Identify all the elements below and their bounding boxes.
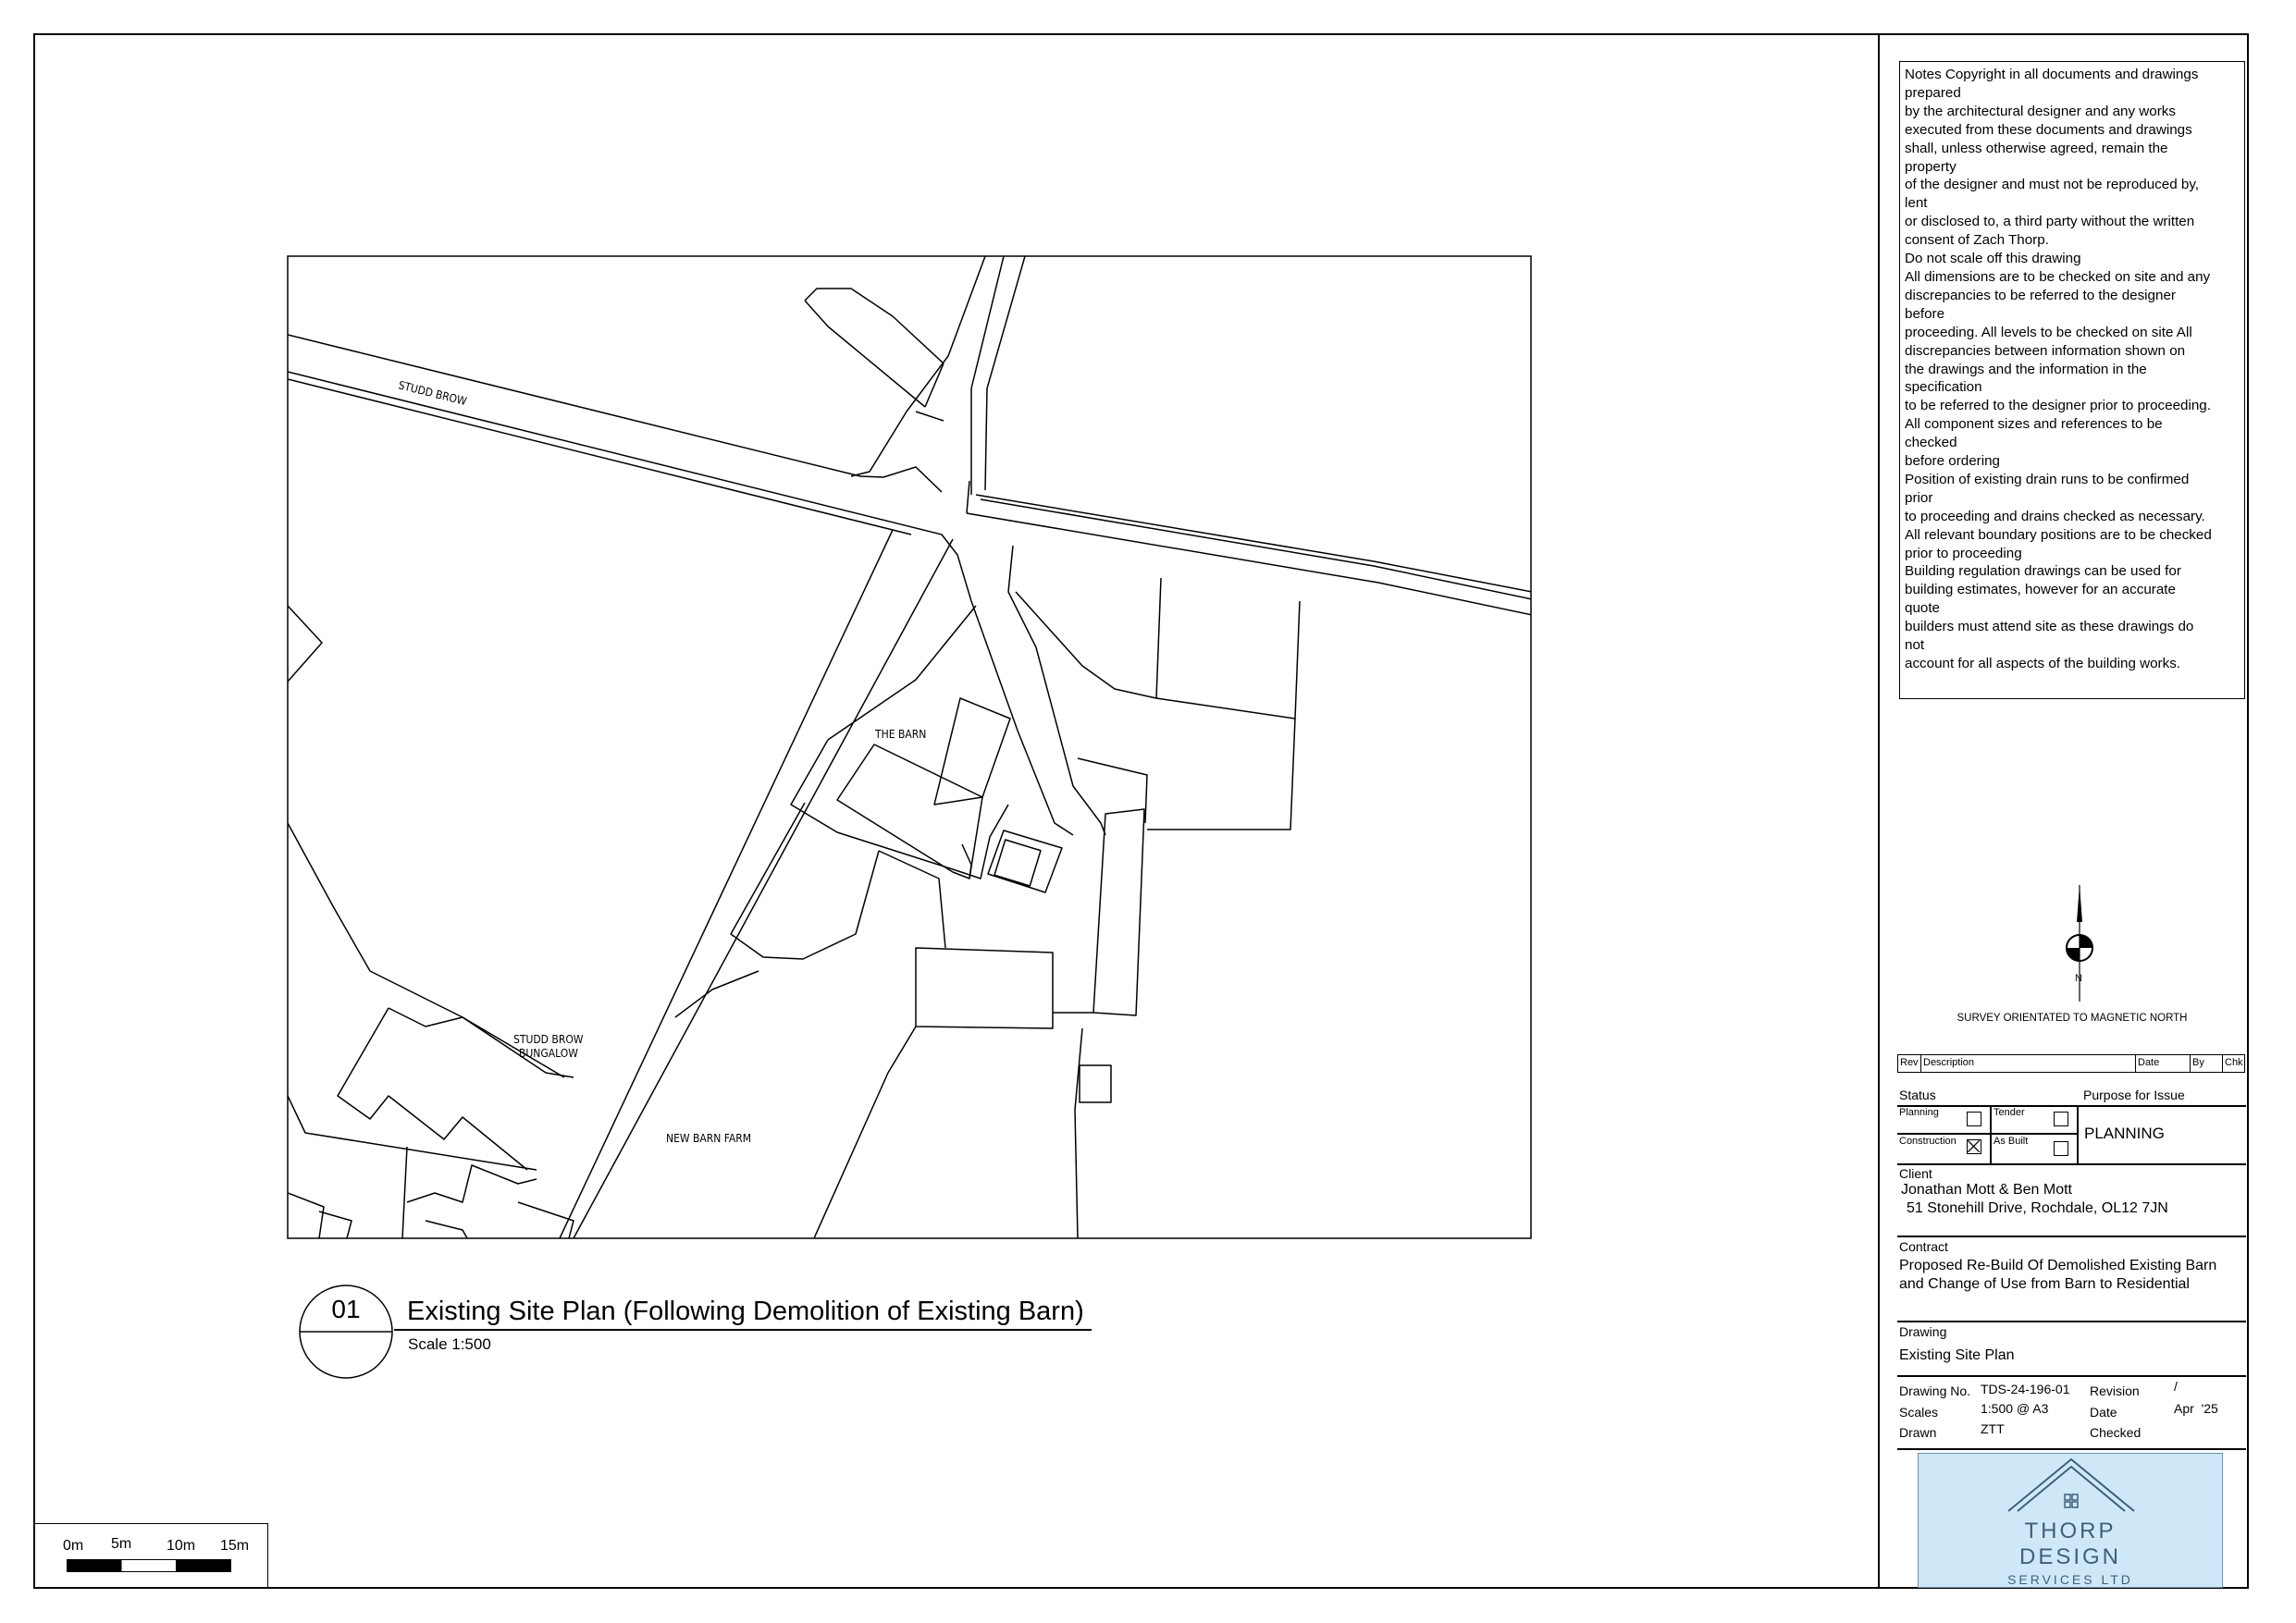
contract-line: and Change of Use from Barn to Residential [1899,1276,2190,1292]
date-value: Apr '25 [2174,1401,2218,1416]
house-roof-icon [2006,1456,2136,1515]
notes-line: Position of existing drain runs to be confirmed [1905,471,2190,487]
scale-tick-label: 0m [63,1538,84,1554]
contract-line: Proposed Re-Build Of Demolished Existing Barn [1899,1258,2217,1273]
north-letter: N [2075,973,2082,984]
status-vdivider [1990,1105,1992,1164]
notes-line: lent [1905,195,1928,212]
contract-title: Contract [1899,1239,1948,1254]
view-title-underline [394,1329,1092,1331]
notes-line: builders must attend site as these drawings do [1905,619,2194,635]
as-built-checkbox[interactable] [2054,1141,2068,1156]
logo-line-1: THORP [2024,1518,2117,1543]
notes-line: to proceeding and drains checked as necessary. [1905,508,2205,524]
scale-bar-box [33,1523,268,1589]
client-name: Jonathan Mott & Ben Mott [1901,1182,2072,1198]
drawing-divider [1897,1375,2246,1377]
drawing-title: Drawing [1899,1324,1947,1339]
notes-line: All relevant boundary positions are to be checked [1905,526,2212,543]
drawn-value: ZTT [1981,1421,2005,1436]
status-title: Status [1899,1088,1936,1102]
tender-label: Tender [1994,1107,2025,1118]
farm-label: NEW BARN FARM [666,1132,752,1145]
bungalow-label: BUNGALOW [519,1047,578,1060]
view-scale: Scale 1:500 [408,1335,491,1353]
notes-line: building estimates, however for an accurate [1905,582,2176,598]
notes-line: the drawings and the information in the [1905,361,2147,377]
notes-line: or disclosed to, a third party without the written [1905,214,2195,230]
date-label: Date [2090,1405,2117,1420]
notes-line: to be referred to the designer prior to proceeding. [1905,398,2211,414]
logo-line-2: DESIGN [2018,1544,2121,1569]
drawing-no-label: Drawing No. [1899,1383,1971,1398]
notes-line: executed from these documents and drawings [1905,121,2192,138]
description-header: Description [1920,1055,1974,1072]
notes-line: consent of Zach Thorp. [1905,232,2049,249]
as-built-label: As Built [1994,1136,2029,1147]
notes-line: specification [1905,379,1982,396]
purpose-title: Purpose for Issue [2083,1088,2185,1102]
notes-line: discrepancies between information shown on [1905,342,2186,359]
notes-line: before [1905,305,1945,322]
scale-tick-label: 15m [220,1538,250,1554]
by-header: By [2190,1055,2204,1072]
company-logo [1918,1453,2223,1588]
checked-label: Checked [2090,1425,2142,1440]
chk-header: Chk [2222,1055,2243,1072]
notes-line: prepared [1905,84,1961,101]
construction-checkbox[interactable] [1967,1139,1981,1154]
construction-label: Construction [1899,1136,1957,1147]
planning-checkbox[interactable] [1967,1112,1981,1126]
notes-line: All component sizes and references to be [1905,416,2163,433]
rev-header: Rev [1900,1057,1919,1068]
notes-box [1899,61,2245,699]
road-label: STUDD BROW [397,378,468,409]
notes-line: property [1905,158,1957,175]
view-number: 01 [331,1295,361,1323]
bungalow-label: STUDD BROW [513,1033,584,1046]
notes-line: discrepancies to be referred to the designer [1905,287,2176,303]
drawing-no-value: TDS-24-196-01 [1981,1382,2070,1396]
notes-line: checked [1905,435,1957,451]
revision-table [1897,1054,2245,1073]
client-address: 51 Stonehill Drive, Rochdale, OL12 7JN [1907,1200,2168,1216]
notes-line: not [1905,637,1925,654]
details-divider [1897,1448,2246,1450]
status-bottom-divider [1897,1163,2246,1165]
notes-line: proceeding. All levels to be checked on site All [1905,324,2192,340]
drawn-label: Drawn [1899,1425,1937,1440]
notes-line: Do not scale off this drawing [1905,251,2081,267]
notes-line: quote [1905,600,1941,617]
contract-divider [1897,1321,2246,1322]
planning-label: Planning [1899,1107,1939,1118]
client-title: Client [1899,1166,1932,1181]
site-plan-map [287,255,1532,1239]
revision-label: Revision [2090,1383,2140,1398]
map-frame [288,256,1531,1238]
scale-tick-label: 10m [167,1538,196,1554]
view-title: Existing Site Plan (Following Demolition of Existing Barn) [407,1297,1084,1326]
notes-line: shall, unless otherwise agreed, remain the [1905,140,2168,156]
tender-checkbox[interactable] [2054,1112,2068,1126]
client-divider [1897,1236,2246,1237]
title-block-divider [1878,33,1880,1589]
barn-label: THE BARN [875,728,927,741]
logo-line-3: SERVICES LTD [2007,1572,2133,1587]
notes-line: Notes Copyright in all documents and drawings [1905,67,2199,82]
scales-label: Scales [1899,1405,1939,1420]
status-divider [1897,1105,2246,1107]
status-vdivider [2077,1105,2079,1164]
scale-bar [67,1559,231,1572]
revision-value: / [2174,1379,2178,1394]
notes-line: of the designer and must not be reproduced by, [1905,177,2200,193]
notes-line: Building regulation drawings can be used for [1905,563,2181,580]
purpose-value: PLANNING [2084,1125,2165,1142]
notes-line: account for all aspects of the building works. [1905,656,2181,671]
check-cross-icon [1968,1140,1980,1152]
notes-line: All dimensions are to be checked on site and any [1905,268,2211,285]
north-arrow-icon [2061,883,2098,1003]
notes-line: prior [1905,489,1933,506]
north-caption: SURVEY ORIENTATED TO MAGNETIC NORTH [1957,1013,2188,1024]
status-row-divider [1897,1133,2077,1135]
drawing-name: Existing Site Plan [1899,1347,2015,1363]
scale-tick-label: 5m [111,1536,132,1552]
notes-line: before ordering [1905,453,2001,470]
notes-line: by the architectural designer and any works [1905,103,2176,119]
scales-value: 1:500 @ A3 [1981,1401,2049,1416]
notes-line: prior to proceeding [1905,545,2022,561]
date-header: Date [2135,1055,2159,1072]
